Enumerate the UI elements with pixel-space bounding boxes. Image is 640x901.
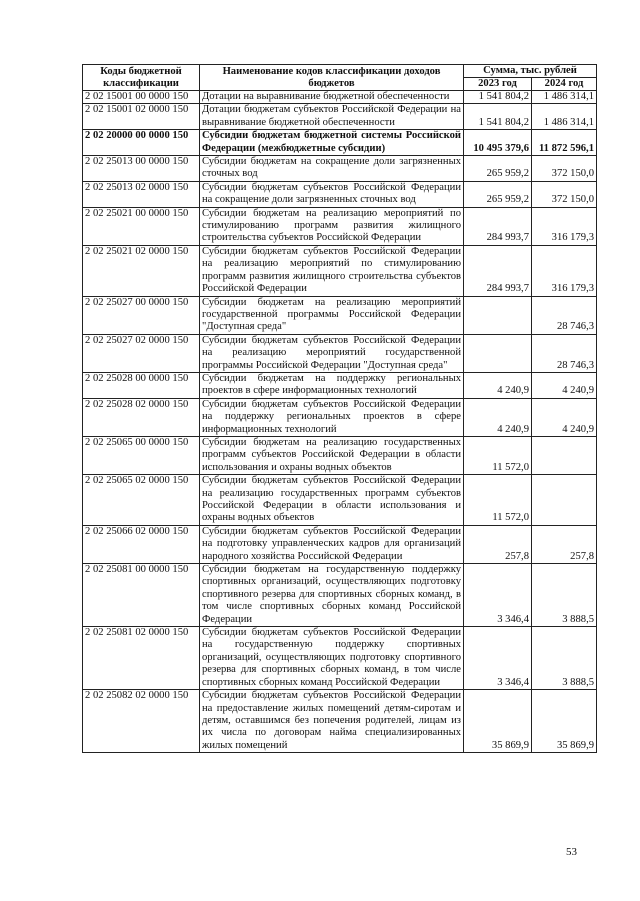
row-value-2024: 316 179,3 [532,245,597,296]
row-name: Субсидии бюджетам бюджетной системы Российской Федерации (межбюджетные субсидии) [200,130,464,156]
row-value-2024: 28 746,3 [532,334,597,372]
row-value-2024: 372 150,0 [532,156,597,182]
table-row [83,245,597,296]
row-code: 2 02 25082 02 0000 150 [83,690,200,753]
table-row [83,181,597,207]
row-code: 2 02 25013 00 0000 150 [83,156,200,182]
row-name: Субсидии бюджетам субъектов Российской Федерации на предоставление жилых помещений детям-сиротам и детям, оставшимся без попечения родителей, лицам из их числа по договорам найма специализированных жилых помещений [200,690,464,753]
table-row [83,627,597,690]
row-value-2024: 3 888,5 [532,627,597,690]
header-sum: Сумма, тыс. рублей [464,65,597,78]
table-row [83,398,597,436]
row-value-2024: 316 179,3 [532,207,597,245]
row-value-2023: 284 993,7 [464,207,532,245]
table-row [83,156,597,182]
table-row [83,525,597,563]
table-row [83,564,597,627]
row-value-2023: 265 959,2 [464,156,532,182]
row-value-2023: 35 869,9 [464,690,532,753]
row-code: 2 02 25027 00 0000 150 [83,296,200,334]
table-row [83,690,597,753]
row-value-2023 [464,296,532,334]
header-name: Наименование кодов классификации доходов бюджетов [200,65,464,91]
row-name: Субсидии бюджетам на реализацию мероприятий по стимулированию программ развития жилищного строительства субъектов Российской Федерации [200,207,464,245]
row-code: 2 02 20000 00 0000 150 [83,130,200,156]
row-code: 2 02 15001 02 0000 150 [83,104,200,130]
row-code: 2 02 25013 02 0000 150 [83,181,200,207]
row-value-2024: 28 746,3 [532,296,597,334]
row-name: Субсидии бюджетам субъектов Российской Федерации на реализацию мероприятий по стимулированию программ развития жилищного строительства субъектов Российской Федерации [200,245,464,296]
row-value-2024: 1 486 314,1 [532,91,597,104]
table-row [83,130,597,156]
row-code: 2 02 25028 00 0000 150 [83,372,200,398]
row-name: Субсидии бюджетам субъектов Российской Федерации на реализацию мероприятий государственной программы Российской Федерации "Доступная среда" [200,334,464,372]
row-name: Субсидии бюджетам субъектов Российской Федерации на поддержку региональных проектов в сфере информационных технологий [200,398,464,436]
row-name: Субсидии бюджетам на поддержку региональных проектов в сфере информационных технологий [200,372,464,398]
row-value-2023: 11 572,0 [464,436,532,474]
row-code: 2 02 25028 02 0000 150 [83,398,200,436]
row-code: 2 02 25065 02 0000 150 [83,475,200,526]
row-value-2023: 1 541 804,2 [464,91,532,104]
row-value-2024: 257,8 [532,525,597,563]
page-number: 53 [566,846,577,858]
row-value-2024: 3 888,5 [532,564,597,627]
row-value-2023: 3 346,4 [464,564,532,627]
row-value-2024 [532,475,597,526]
row-code: 2 02 25066 02 0000 150 [83,525,200,563]
row-code: 2 02 25065 00 0000 150 [83,436,200,474]
row-value-2023: 4 240,9 [464,372,532,398]
row-name: Субсидии бюджетам субъектов Российской Федерации на реализацию государственных программ субъектов Российской Федерации в области использования и охраны водных объектов [200,475,464,526]
row-code: 2 02 25081 02 0000 150 [83,627,200,690]
header-codes: Коды бюджетной классификации [83,65,200,91]
row-name: Субсидии бюджетам на сокращение доли загрязненных сточных вод [200,156,464,182]
table-row [83,436,597,474]
table-row [83,104,597,130]
row-value-2024: 11 872 596,1 [532,130,597,156]
row-name: Дотации на выравнивание бюджетной обеспеченности [200,91,464,104]
row-name: Субсидии бюджетам на государственную поддержку спортивных организаций, осуществляющих подготовку спортивного резерва для спортивных сборных команд, в том числе спортивных сборных команд Российской Федерации [200,564,464,627]
table-row [83,91,597,104]
row-value-2024 [532,436,597,474]
row-code: 2 02 25021 00 0000 150 [83,207,200,245]
row-name: Дотации бюджетам субъектов Российской Федерации на выравнивание бюджетной обеспеченности [200,104,464,130]
row-value-2023: 284 993,7 [464,245,532,296]
row-code: 2 02 25021 02 0000 150 [83,245,200,296]
table-row [83,296,597,334]
table-body [83,91,597,753]
row-value-2023: 257,8 [464,525,532,563]
table-row [83,475,597,526]
header-year-2023: 2023 год [464,78,532,91]
row-name: Субсидии бюджетам на реализацию мероприятий государственной программы Российской Федерации "Доступная среда" [200,296,464,334]
table-row [83,334,597,372]
row-code: 2 02 25027 02 0000 150 [83,334,200,372]
row-name: Субсидии бюджетам субъектов Российской Федерации на сокращение доли загрязненных сточных вод [200,181,464,207]
budget-table-container [82,64,596,753]
row-value-2024: 4 240,9 [532,398,597,436]
row-code: 2 02 15001 00 0000 150 [83,91,200,104]
table-row [83,372,597,398]
row-value-2024: 35 869,9 [532,690,597,753]
row-value-2023: 1 541 804,2 [464,104,532,130]
row-code: 2 02 25081 00 0000 150 [83,564,200,627]
row-value-2023 [464,334,532,372]
budget-revenue-table [82,64,597,753]
row-name: Субсидии бюджетам субъектов Российской Федерации на подготовку управленческих кадров для организаций народного хозяйства Российской Федерации [200,525,464,563]
row-value-2023: 265 959,2 [464,181,532,207]
row-name: Субсидии бюджетам на реализацию государственных программ субъектов Российской Федерации в области использования и охраны водных объектов [200,436,464,474]
row-value-2023: 10 495 379,6 [464,130,532,156]
row-value-2023: 11 572,0 [464,475,532,526]
row-value-2024: 4 240,9 [532,372,597,398]
table-row [83,207,597,245]
row-value-2024: 372 150,0 [532,181,597,207]
row-value-2023: 4 240,9 [464,398,532,436]
row-name: Субсидии бюджетам субъектов Российской Федерации на государственную поддержку спортивных организаций, осуществляющих подготовку спортивного резерва для спортивных сборных команд, в том числе спортивных сборных команд Российской Федерации [200,627,464,690]
row-value-2023: 3 346,4 [464,627,532,690]
header-year-2024: 2024 год [532,78,597,91]
row-value-2024: 1 486 314,1 [532,104,597,130]
